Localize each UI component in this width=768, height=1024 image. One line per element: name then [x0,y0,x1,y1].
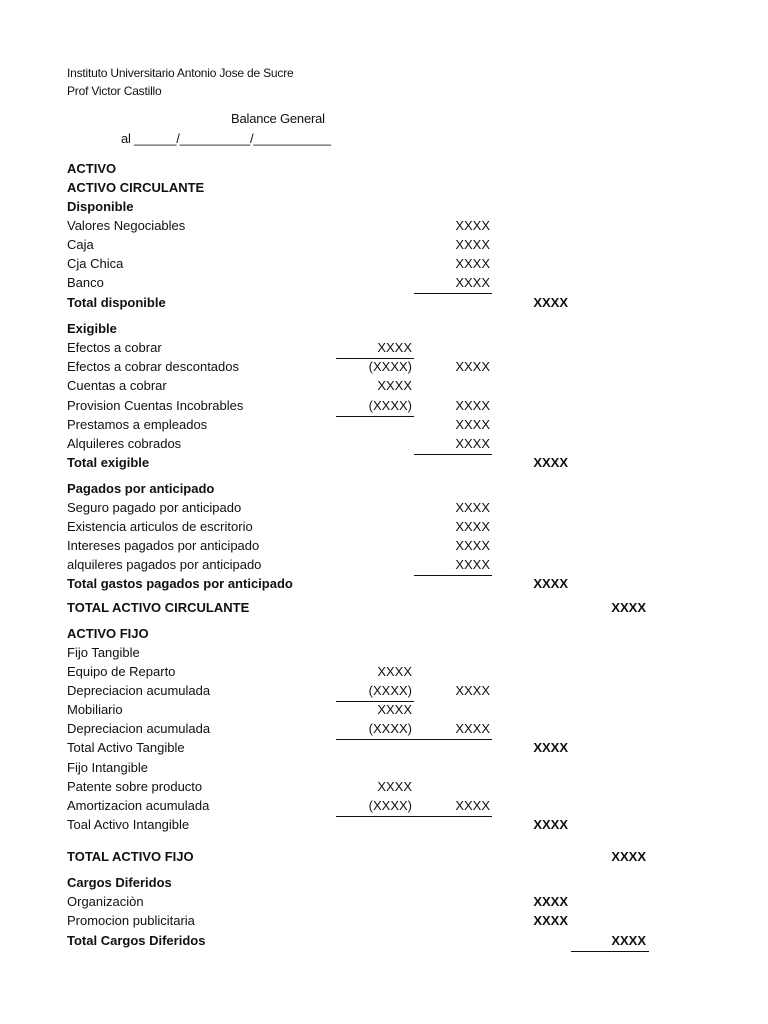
balance-row [0,180,768,199]
amount-c2: XXXX [455,538,490,553]
date-line: al ______/__________/___________ [121,131,331,146]
underline-rule [571,951,649,952]
balance-row [0,538,768,557]
balance-row [0,321,768,340]
balance-row [0,913,768,932]
balance-row [0,645,768,664]
balance-row [0,481,768,500]
amount-c2: XXXX [455,237,490,252]
row-label: Existencia articulos de escritorio [67,519,253,534]
balance-row [0,199,768,218]
row-label: Depreciacion acumulada [67,721,211,736]
row-label: Exigible [67,321,117,336]
balance-row [0,875,768,894]
row-label: Efectos a cobrar descontados [67,359,239,374]
row-label: Disponible [67,199,134,214]
balance-row [0,378,768,397]
row-label: Promocion publicitaria [67,913,195,928]
amount-c3: XXXX [533,455,568,470]
amount-c2: XXXX [455,557,490,572]
amount-c2: XXXX [455,500,490,515]
row-label: Total Activo Tangible [67,740,185,755]
balance-row [0,275,768,294]
balance-row [0,779,768,798]
balance-row [0,576,768,595]
row-label: Provision Cuentas Incobrables [67,398,244,413]
amount-c4: XXXX [611,933,646,948]
amount-c1: XXXX [377,664,412,679]
row-label: Patente sobre producto [67,779,203,794]
amount-c1: (XXXX) [368,683,412,698]
amount-c2: XXXX [455,398,490,413]
row-label: Pagados por anticipado [67,481,215,496]
row-label: Intereses pagados por anticipado [67,538,260,553]
amount-c4: XXXX [611,600,646,615]
amount-c2: XXXX [455,721,490,736]
row-label: Caja [67,237,94,252]
amount-c3: XXXX [533,913,568,928]
underline-rule [414,293,492,294]
professor-name: Prof Victor Castillo [67,84,162,98]
row-label: ACTIVO [67,161,117,176]
amount-c3: XXXX [533,817,568,832]
document-title: Balance General [231,111,325,126]
underline-rule [336,358,414,359]
row-label: Fijo Intangible [67,760,148,775]
row-label: alquileres pagados por anticipado [67,557,262,572]
row-label: TOTAL ACTIVO FIJO [67,849,194,864]
amount-c1: XXXX [377,779,412,794]
balance-row [0,760,768,779]
row-label: Cja Chica [67,256,124,271]
amount-c2: XXXX [455,359,490,374]
row-label: ACTIVO CIRCULANTE [67,180,205,195]
amount-c2: XXXX [455,519,490,534]
balance-row [0,600,768,619]
balance-row [0,295,768,314]
balance-row [0,256,768,275]
balance-row [0,455,768,474]
row-label: Total gastos pagados por anticipado [67,576,293,591]
amount-c1: (XXXX) [368,721,412,736]
amount-c2: XXXX [455,798,490,813]
balance-row [0,398,768,417]
balance-row [0,849,768,868]
institution-name: Instituto Universitario Antonio Jose de Sucre [67,66,294,80]
balance-row [0,740,768,759]
balance-row [0,933,768,952]
balance-row [0,817,768,836]
row-label: Toal Activo Intangible [67,817,190,832]
row-label: TOTAL ACTIVO CIRCULANTE [67,600,250,615]
balance-row [0,664,768,683]
amount-c2: XXXX [455,436,490,451]
balance-row [0,626,768,645]
amount-c3: XXXX [533,295,568,310]
row-label: Fijo Tangible [67,645,140,660]
amount-c3: XXXX [533,740,568,755]
balance-row [0,436,768,455]
row-label: Banco [67,275,104,290]
amount-c2: XXXX [455,256,490,271]
balance-row [0,340,768,359]
balance-row [0,683,768,702]
balance-row [0,519,768,538]
balance-row [0,417,768,436]
row-label: Cargos Diferidos [67,875,172,890]
row-label: Total disponible [67,295,166,310]
row-label: Prestamos a empleados [67,417,208,432]
row-label: Total exigible [67,455,150,470]
amount-c3: XXXX [533,894,568,909]
amount-c4: XXXX [611,849,646,864]
balance-row [0,702,768,721]
amount-c1: (XXXX) [368,398,412,413]
balance-row [0,500,768,519]
row-label: Total Cargos Diferidos [67,933,206,948]
balance-row [0,557,768,576]
row-label: Organizaciòn [67,894,144,909]
balance-row [0,894,768,913]
balance-row [0,798,768,817]
amount-c2: XXXX [455,417,490,432]
amount-c1: XXXX [377,378,412,393]
balance-row [0,359,768,378]
amount-c2: XXXX [455,683,490,698]
balance-row [0,218,768,237]
row-label: Alquileres cobrados [67,436,182,451]
row-label: Valores Negociables [67,218,186,233]
amount-c1: XXXX [377,702,412,717]
amount-c2: XXXX [455,218,490,233]
balance-row [0,721,768,740]
balance-row [0,161,768,180]
balance-row [0,237,768,256]
row-label: Equipo de Reparto [67,664,176,679]
row-label: Mobiliario [67,702,123,717]
row-label: Cuentas a cobrar [67,378,167,393]
row-label: ACTIVO FIJO [67,626,149,641]
amount-c2: XXXX [455,275,490,290]
row-label: Amortizacion acumulada [67,798,210,813]
row-label: Depreciacion acumulada [67,683,211,698]
row-label: Seguro pagado por anticipado [67,500,242,515]
amount-c3: XXXX [533,576,568,591]
row-label: Efectos a cobrar [67,340,162,355]
amount-c1: (XXXX) [368,359,412,374]
amount-c1: XXXX [377,340,412,355]
amount-c1: (XXXX) [368,798,412,813]
